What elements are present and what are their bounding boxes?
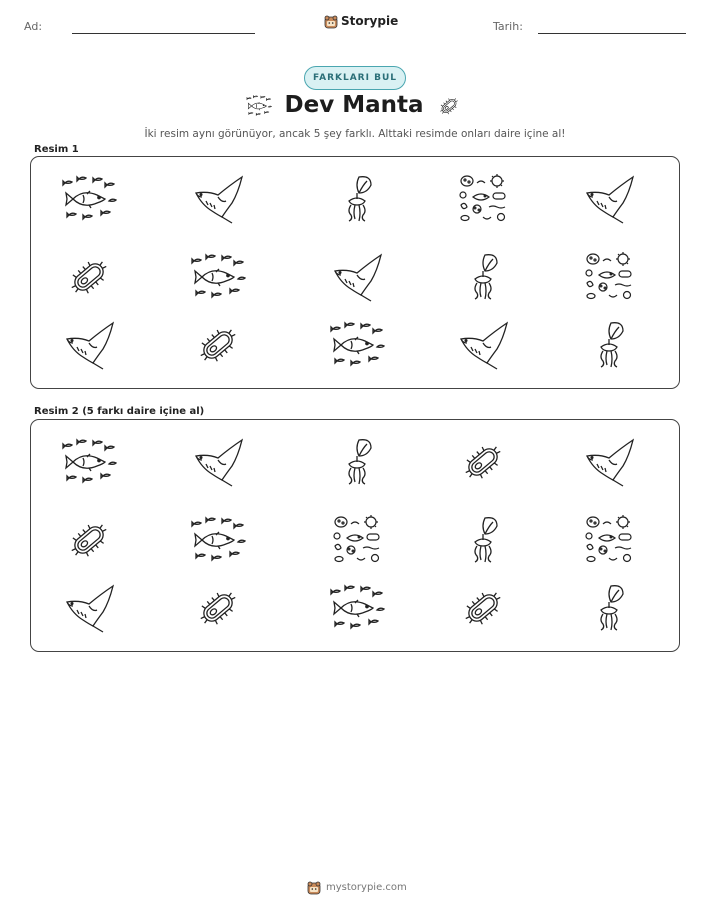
jellyfish-plant-icon[interactable] bbox=[327, 434, 387, 490]
manta-ray-icon[interactable] bbox=[188, 434, 248, 490]
bear-mascot-icon bbox=[307, 880, 321, 894]
page-title: Dev Manta bbox=[284, 92, 424, 118]
fish-school-icon[interactable] bbox=[327, 580, 387, 636]
fish-school-icon bbox=[59, 171, 119, 227]
bacteria-icon[interactable] bbox=[59, 512, 119, 568]
fish-school-icon[interactable] bbox=[188, 512, 248, 568]
instructions-text: İki resim aynı görünüyor, ancak 5 şey farklı. Alttaki resimde onları daire içine al! bbox=[144, 128, 566, 140]
fish-school-icon bbox=[244, 93, 274, 119]
jellyfish-plant-icon[interactable] bbox=[453, 512, 513, 568]
jellyfish-plant-icon[interactable] bbox=[579, 580, 639, 636]
name-field-line[interactable] bbox=[72, 33, 255, 34]
activity-badge: FARKLARI BUL bbox=[304, 66, 406, 90]
bacteria-icon bbox=[434, 92, 464, 120]
bacteria-icon bbox=[188, 317, 248, 373]
fish-school-icon[interactable] bbox=[59, 434, 119, 490]
manta-ray-icon bbox=[188, 171, 248, 227]
name-label: Ad: bbox=[24, 20, 43, 33]
picture-2-panel[interactable] bbox=[30, 419, 680, 652]
footer bbox=[307, 880, 407, 894]
jellyfish-plant-icon bbox=[579, 317, 639, 373]
manta-ray-icon bbox=[327, 249, 387, 305]
footer-url[interactable]: mystorypie.com bbox=[326, 881, 407, 893]
date-label: Tarih: bbox=[493, 20, 523, 33]
plankton-cluster-icon[interactable] bbox=[327, 512, 387, 568]
manta-ray-icon[interactable] bbox=[59, 580, 119, 636]
plankton-cluster-icon[interactable] bbox=[579, 512, 639, 568]
jellyfish-plant-icon bbox=[453, 249, 513, 305]
bacteria-icon[interactable] bbox=[453, 580, 513, 636]
logo-text: Storypie bbox=[341, 14, 399, 28]
jellyfish-plant-icon bbox=[327, 171, 387, 227]
plankton-cluster-icon bbox=[579, 249, 639, 305]
date-field-line[interactable] bbox=[538, 33, 686, 34]
bacteria-icon[interactable] bbox=[453, 434, 513, 490]
manta-ray-icon bbox=[59, 317, 119, 373]
bear-mascot-icon bbox=[324, 14, 338, 28]
manta-ray-icon[interactable] bbox=[579, 434, 639, 490]
bacteria-icon[interactable] bbox=[188, 580, 248, 636]
manta-ray-icon bbox=[579, 171, 639, 227]
storypie-logo bbox=[324, 14, 398, 28]
picture-2-label: Resim 2 (5 farkı daire içine al) bbox=[34, 406, 205, 417]
fish-school-icon bbox=[327, 317, 387, 373]
fish-school-icon bbox=[188, 249, 248, 305]
picture-1-label: Resim 1 bbox=[34, 144, 79, 155]
manta-ray-icon bbox=[453, 317, 513, 373]
bacteria-icon bbox=[59, 249, 119, 305]
plankton-cluster-icon bbox=[453, 171, 513, 227]
picture-1-panel bbox=[30, 156, 680, 389]
